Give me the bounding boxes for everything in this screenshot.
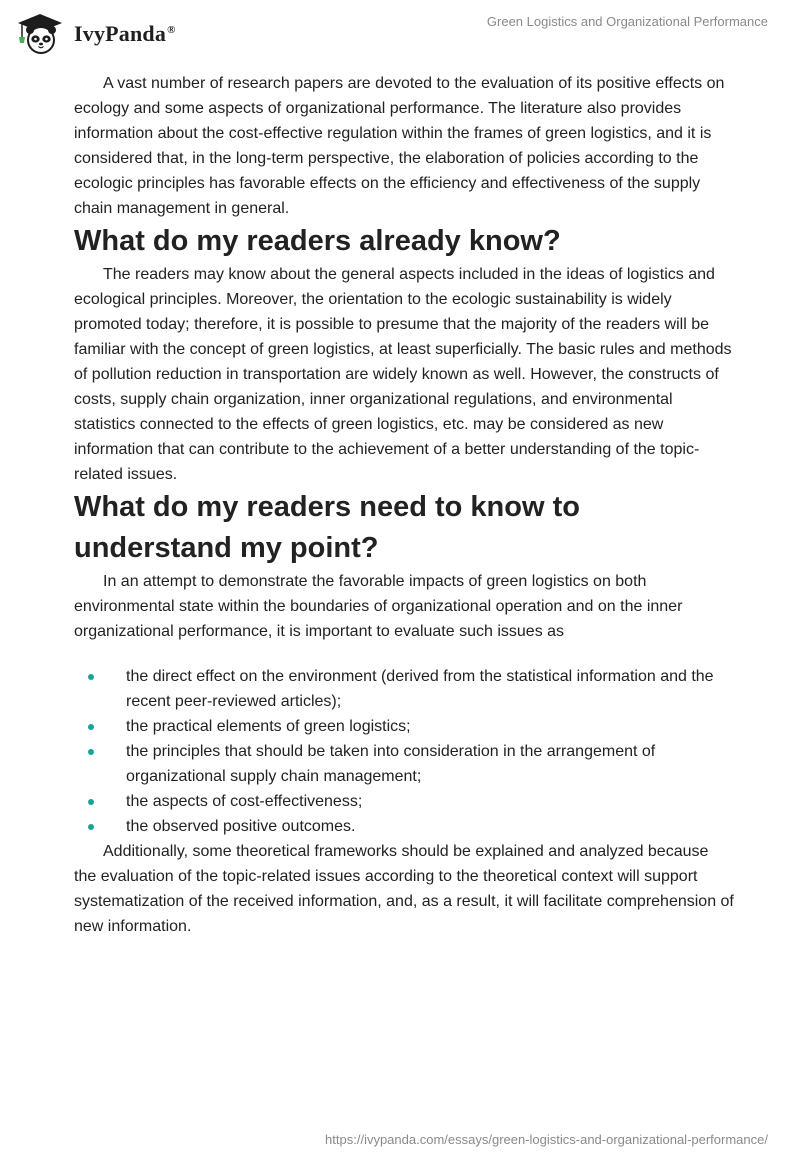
list-item-text: the principles that should be taken into consideration in the arrangement of organizational supply chain management; xyxy=(126,743,656,785)
paragraph-4: Additionally, some theoretical frameworks should be explained and analyzed because the evaluation of the topic-related issues according to the theoretical context will support systematization of the received information, and, as a result, it will facilitate comprehension of new information. xyxy=(74,843,734,935)
list-item-text: the observed positive outcomes. xyxy=(126,818,356,835)
source-url[interactable]: https://ivypanda.com/essays/green-logistics-and-organizational-performance/ xyxy=(325,1132,768,1147)
bullet-dot xyxy=(88,749,94,755)
bullet-dot xyxy=(88,724,94,730)
list-item xyxy=(74,814,734,839)
bullet-dot xyxy=(88,674,94,680)
bullet-dot xyxy=(88,824,94,830)
list-item xyxy=(74,789,734,814)
ivypanda-logo[interactable] xyxy=(14,8,176,58)
issues-list xyxy=(74,664,734,839)
paragraph-3: In an attempt to demonstrate the favorable impacts of green logistics on both environmental state within the boundaries of organizational operation and on the inner organizational performance, it is important to evaluate such issues as xyxy=(74,573,683,640)
bullet-dot xyxy=(88,799,94,805)
list-item-text: the aspects of cost-effectiveness; xyxy=(126,793,363,810)
list-item-text: the direct effect on the environment (derived from the statistical information and the recent peer-reviewed articles); xyxy=(126,668,714,710)
list-item xyxy=(74,714,734,739)
paragraph-2: The readers may know about the general aspects included in the ideas of logistics and ecological principles. Moreover, the orientation to the ecologic sustainability is widely promoted today; therefore, it is possible to presume that the majority of the readers will be familiar with the concept of green logistics, at least superficially. The basic rules and methods of pollution reduction in transportation are widely known as well. However, the constructs of costs, supply chain organization, inner organizational regulations, and environmental statistics connected to the effects of green logistics, etc. may be considered as new information that can contribute to the achievement of a better understanding of the topic-related issues. xyxy=(74,266,732,483)
list-item xyxy=(74,739,734,789)
list-item-text: the practical elements of green logistics; xyxy=(126,718,411,735)
paragraph-1: A vast number of research papers are devoted to the evaluation of its positive effects on ecology and some aspects of organizational performance. The literature also provides information about the cost-effective regulation within the frames of green logistics, and it is considered that, in the long-term perspective, the elaboration of policies according to the ecologic principles has favorable effects on the efficiency and effectiveness of the supply chain management in general. xyxy=(74,75,725,217)
list-item xyxy=(74,664,734,714)
heading-readers-know: What do my readers already know? xyxy=(74,225,561,257)
heading-readers-need: What do my readers need to know to understand my point? xyxy=(74,491,580,564)
document-title: Green Logistics and Organizational Performance xyxy=(486,14,768,29)
essay-content xyxy=(74,71,734,939)
panda-graduate-icon xyxy=(14,11,68,55)
page-header xyxy=(0,0,800,60)
brand-name: IvyPanda® xyxy=(74,21,176,46)
